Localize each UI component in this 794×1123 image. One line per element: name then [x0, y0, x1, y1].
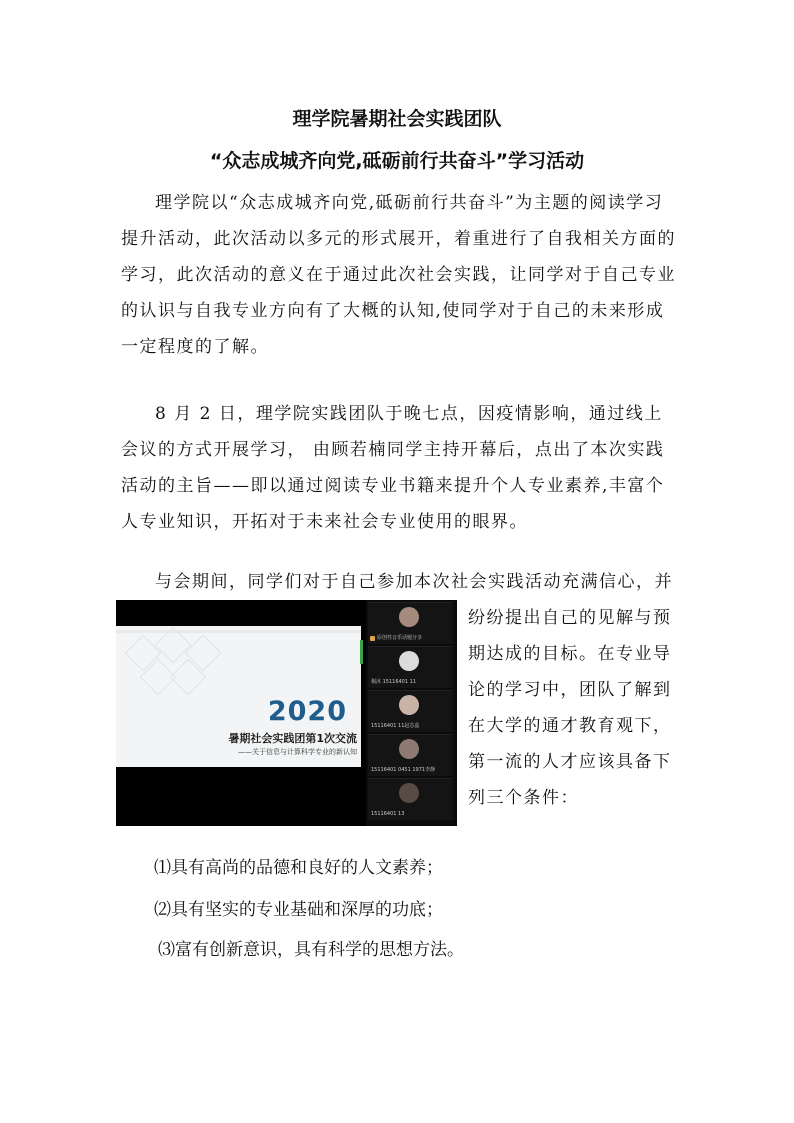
participant-avatar — [399, 695, 419, 715]
panel-scroll-indicator — [360, 640, 363, 664]
participant-avatar — [399, 783, 419, 803]
participant-tile — [368, 646, 453, 688]
participant-tile — [368, 734, 453, 776]
document-title-line2: “众志成城齐向党,砥砺前行共奋斗”学习活动 — [209, 150, 585, 172]
condition-item: ⑴具有高尚的品德和良好的人文素养； — [154, 858, 443, 878]
participant-avatar — [399, 607, 419, 627]
participant-tile — [368, 778, 453, 820]
paragraph-meeting: 8 月 2 日，理学院实践团队于晚七点，因疫情影响，通过线上会议的方式开展学习， 由顾若楠同学主持开幕后，点出了本次实践活动的主旨——即以通过阅读专业书籍来提升个人专业素养,丰富个人专业知识，开拓对于未来社会专业使用的眼界。 — [121, 404, 665, 532]
participant-name: 楊沐 15116401 11 — [371, 679, 416, 685]
paragraph-discussion-side: 纷纷提出自己的见解与预期达成的目标。在专业导论的学习中，团队了解到在大学的通才教育观下，第一流的人才应该具备下列三个条件： — [468, 608, 672, 808]
participant-avatar — [399, 651, 419, 671]
participant-tile — [368, 690, 453, 732]
slide-subtitle: ——关于信息与计算科学专业的新认知 — [238, 748, 357, 756]
participant-avatar — [399, 739, 419, 759]
participant-panel — [366, 600, 457, 826]
presentation-slide — [116, 626, 361, 767]
mic-icon — [370, 636, 375, 641]
slide-title: 暑期社会实践团第1次交流 — [228, 732, 357, 745]
participant-name: 15116401 13 — [371, 811, 405, 817]
meeting-screenshot — [116, 600, 457, 826]
slide-top-band — [116, 630, 361, 633]
document-title-line1: 理学院暑期社会实践团队 — [292, 108, 502, 130]
condition-item: ⑵具有坚实的专业基础和深厚的功底； — [154, 900, 443, 920]
paragraph-intro: 理学院以“众志成城齐向党,砥砺前行共奋斗”为主题的阅读学习提升活动，此次活动以多元的形式展开，着重进行了自我相关方面的学习，此次活动的意义在于通过此次社会实践，让同学对于自己专业的认识与自我专业方向有了大概的认知,使同学对于自己的未来形成一定程度的了解。 — [121, 193, 676, 357]
condition-item: ⑶富有创新意识，具有科学的思想方法。 — [158, 940, 464, 960]
participant-name: 15116401 0451 1971李静 — [371, 767, 436, 773]
participant-tile — [368, 602, 453, 644]
paragraph-discussion-intro: 与会期间，同学们对于自己参加本次社会实践活动充满信心，并 — [155, 572, 673, 592]
participant-name: 15116401 11赵芯蕊 — [371, 723, 420, 729]
slide-year: 2020 — [267, 696, 347, 727]
participant-name: 原创性音乐话题分享 — [377, 635, 423, 641]
